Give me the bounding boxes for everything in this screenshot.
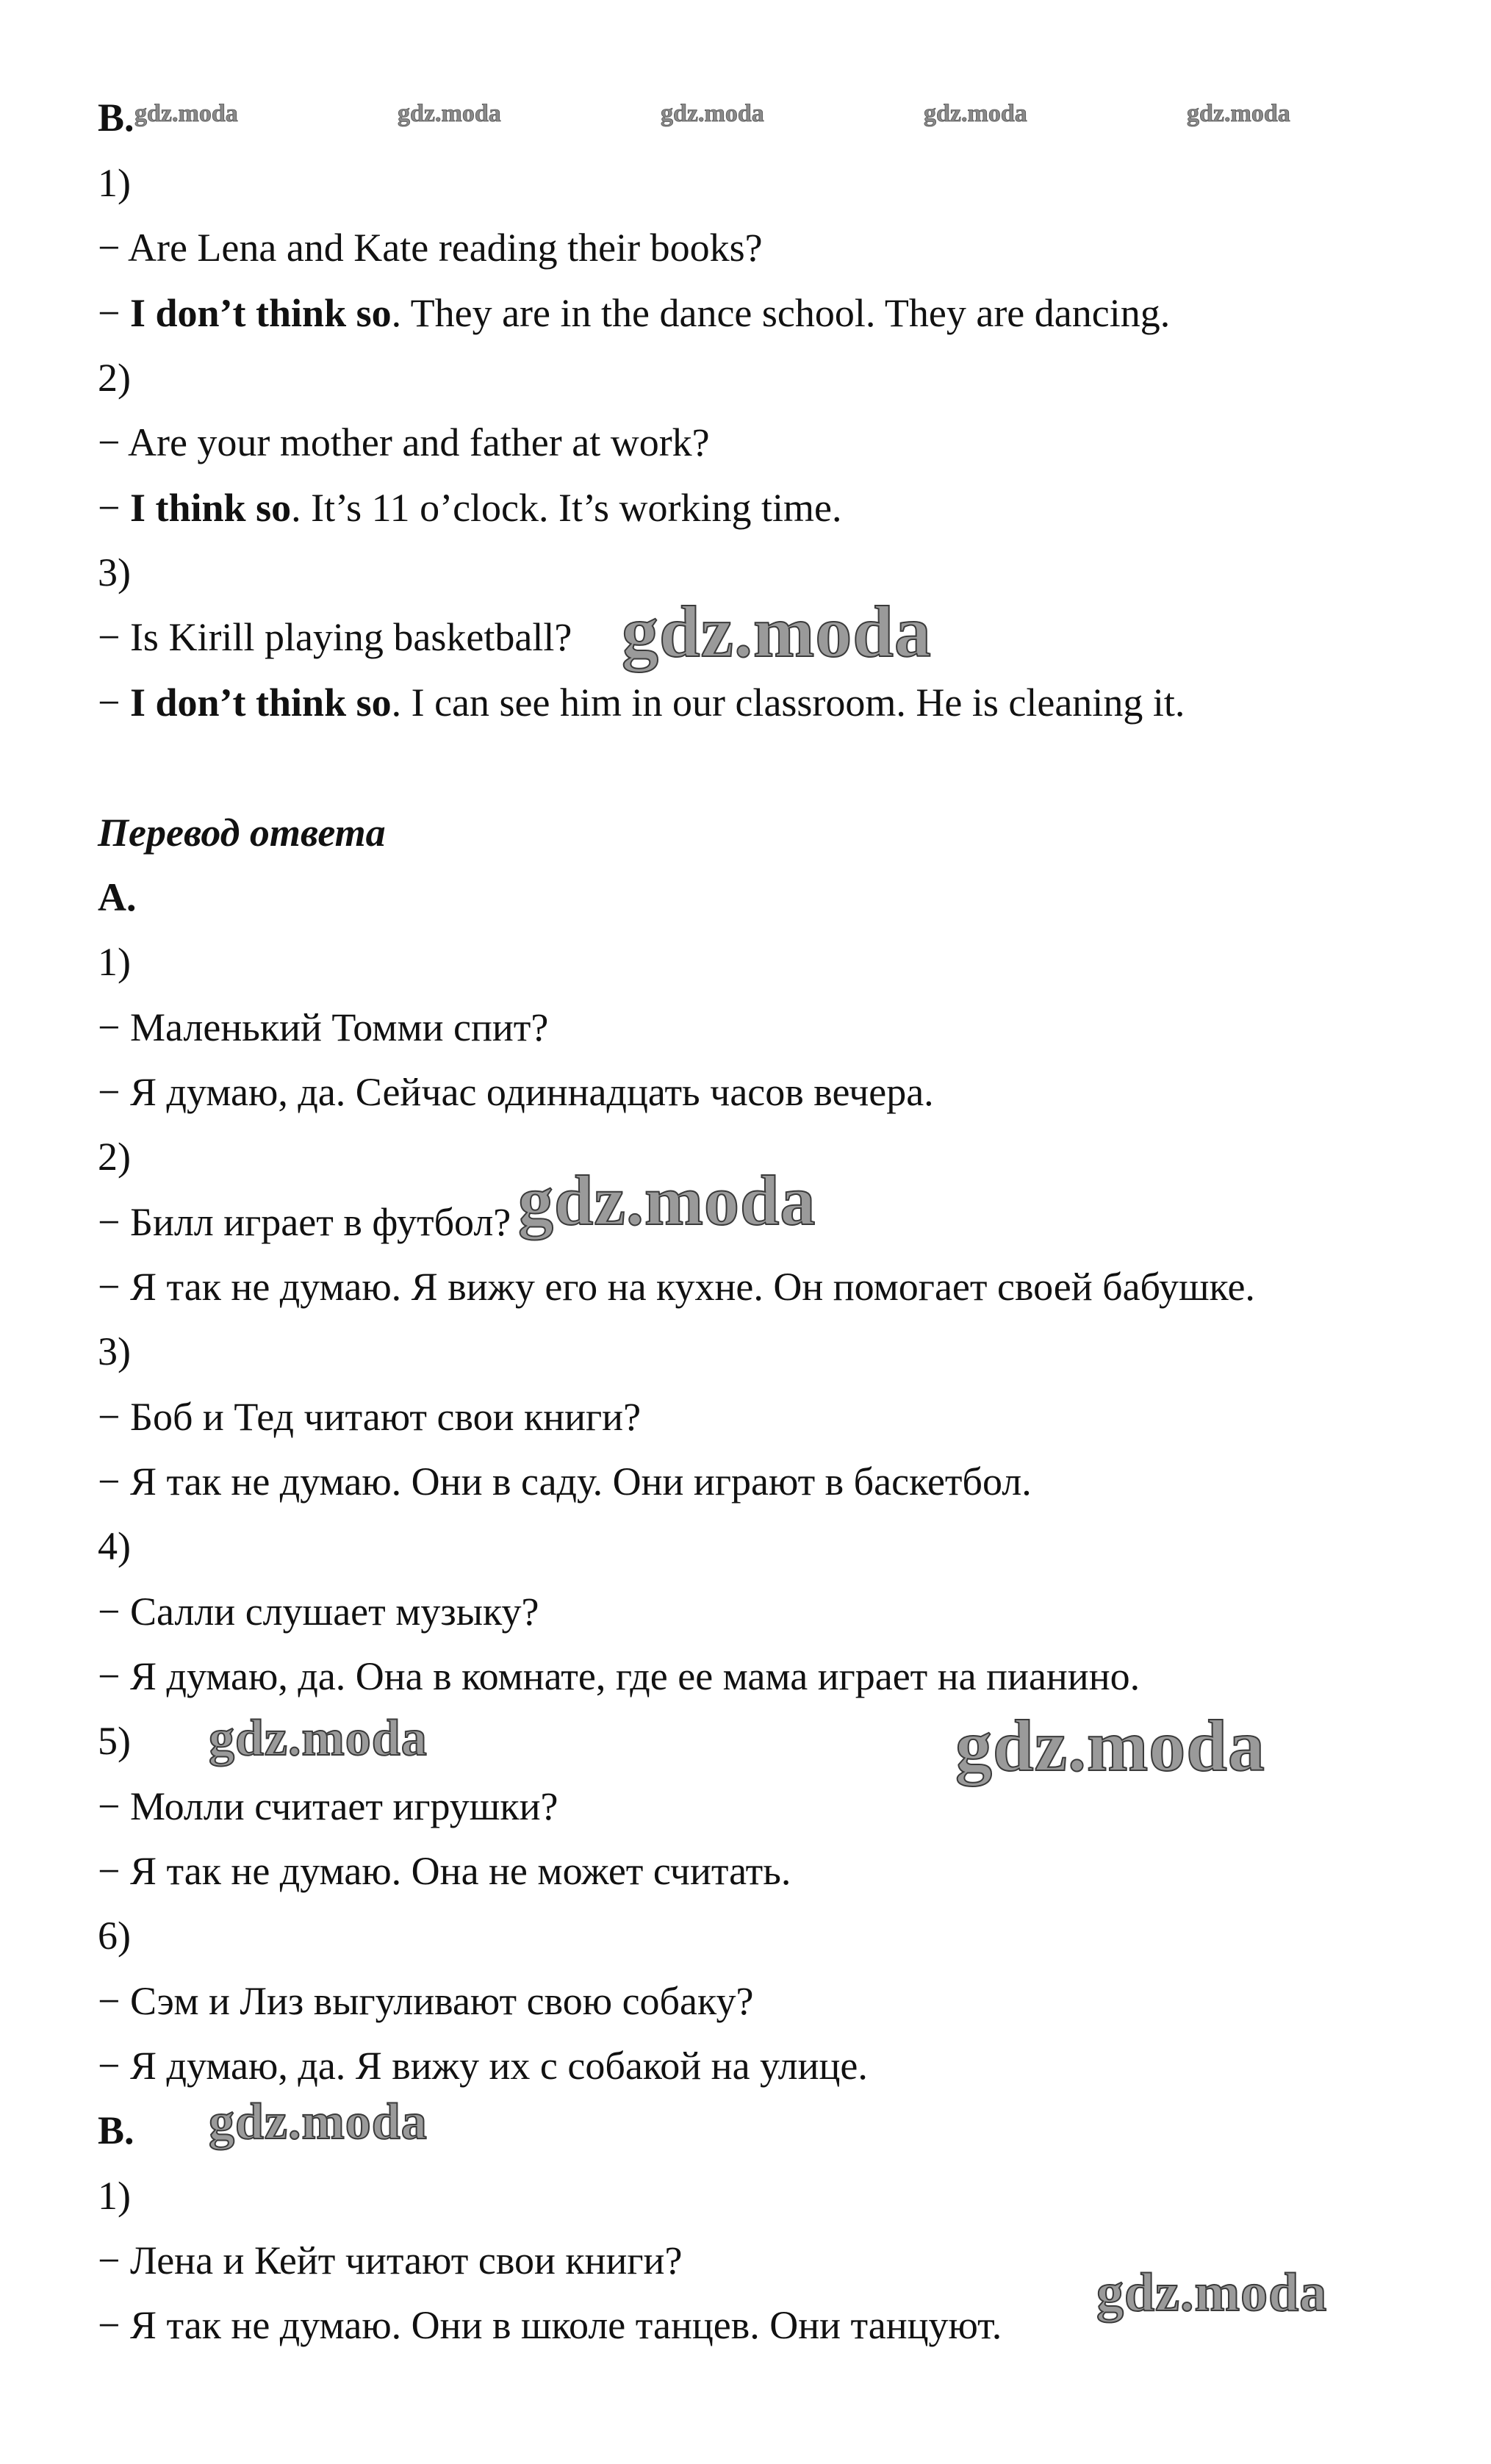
translation-a-item-3-answer: − Я так не думаю. Они в саду. Они играют в баскетбол. xyxy=(98,1459,1032,1504)
section-b-item-2-question: − Are your mother and father at work? xyxy=(98,420,710,464)
answer-prefix: − xyxy=(98,291,130,335)
watermark: gdz.moda xyxy=(955,1705,1265,1786)
watermark: gdz.moda xyxy=(209,2094,428,2150)
translation-a-item-5-answer: − Я так не думаю. Она не может считать. xyxy=(98,1849,791,1893)
watermark: gdz.moda xyxy=(622,591,932,672)
translation-a-item-4-question: − Салли слушает музыку? xyxy=(98,1590,539,1634)
answer-rest: . It’s 11 o’clock. It’s working time. xyxy=(291,486,842,530)
answer-bold-phrase: I don’t think so xyxy=(129,680,392,725)
translation-a-item-5-question: − Молли считает игрушки? xyxy=(98,1784,558,1828)
translation-a-item-2-answer: − Я так не думаю. Я вижу его на кухне. Он помогает своей бабушке. xyxy=(98,1265,1255,1309)
section-b-item-1-number: 1) xyxy=(98,161,131,205)
answer-rest: . I can see him in our classroom. He is cleaning it. xyxy=(391,680,1185,725)
watermark: gdz.moda xyxy=(398,100,501,127)
translation-a-item-4-answer: − Я думаю, да. Она в комнате, где ее мама играет на пианино. xyxy=(98,1654,1140,1698)
section-b-item-3-number: 3) xyxy=(98,550,131,595)
watermark: gdz.moda xyxy=(1187,100,1290,127)
watermark: gdz.moda xyxy=(1096,2263,1328,2323)
translation-section-b-label: B. xyxy=(98,2108,134,2152)
translation-a-item-3-number: 3) xyxy=(98,1329,131,1373)
translation-a-item-1-answer: − Я думаю, да. Сейчас одиннадцать часов вечера. xyxy=(98,1070,934,1114)
translation-heading: Перевод ответа xyxy=(98,811,386,855)
answer-bold-phrase: I don’t think so xyxy=(129,291,392,335)
section-b-label: B. xyxy=(98,96,134,140)
section-b-item-1-answer xyxy=(98,290,1170,337)
watermark: gdz.moda xyxy=(209,1710,428,1767)
answer-bold-phrase: I think so xyxy=(129,486,292,530)
translation-a-item-3-question: − Боб и Тед читают свои книги? xyxy=(98,1395,642,1439)
translation-b-item-1-question: − Лена и Кейт читают свои книги? xyxy=(98,2238,683,2282)
translation-b-item-1-number: 1) xyxy=(98,2174,131,2218)
translation-a-item-2-question: − Билл играет в футбол? xyxy=(98,1200,511,1244)
watermark: gdz.moda xyxy=(661,100,764,127)
watermark: gdz.moda xyxy=(134,100,238,127)
translation-b-item-1-answer: − Я так не думаю. Они в школе танцев. Они танцуют. xyxy=(98,2303,1002,2347)
translation-a-item-1-question: − Маленький Томми спит? xyxy=(98,1005,549,1049)
watermark: gdz.moda xyxy=(924,100,1027,127)
answer-rest: . They are in the dance school. They are dancing. xyxy=(391,291,1171,335)
answer-prefix: − xyxy=(98,680,130,725)
translation-a-item-6-answer: − Я думаю, да. Я вижу их с собакой на улице. xyxy=(98,2044,868,2088)
watermark: gdz.moda xyxy=(518,1161,816,1240)
answer-prefix: − xyxy=(98,486,130,530)
translation-a-item-6-number: 6) xyxy=(98,1914,131,1958)
section-b-item-2-answer xyxy=(98,484,841,531)
translation-a-item-2-number: 2) xyxy=(98,1135,131,1179)
translation-a-item-1-number: 1) xyxy=(98,940,131,984)
section-b-item-1-question: − Are Lena and Kate reading their books? xyxy=(98,226,763,270)
translation-section-a-label: A. xyxy=(98,875,137,919)
translation-a-item-4-number: 4) xyxy=(98,1524,131,1568)
translation-a-item-6-question: − Сэм и Лиз выгуливают свою собаку? xyxy=(98,1979,754,2023)
translation-a-item-5-number: 5) xyxy=(98,1719,131,1763)
section-b-item-2-number: 2) xyxy=(98,356,131,400)
section-b-item-3-question: − Is Kirill playing basketball? xyxy=(98,615,572,659)
section-b-item-3-answer xyxy=(98,679,1185,726)
